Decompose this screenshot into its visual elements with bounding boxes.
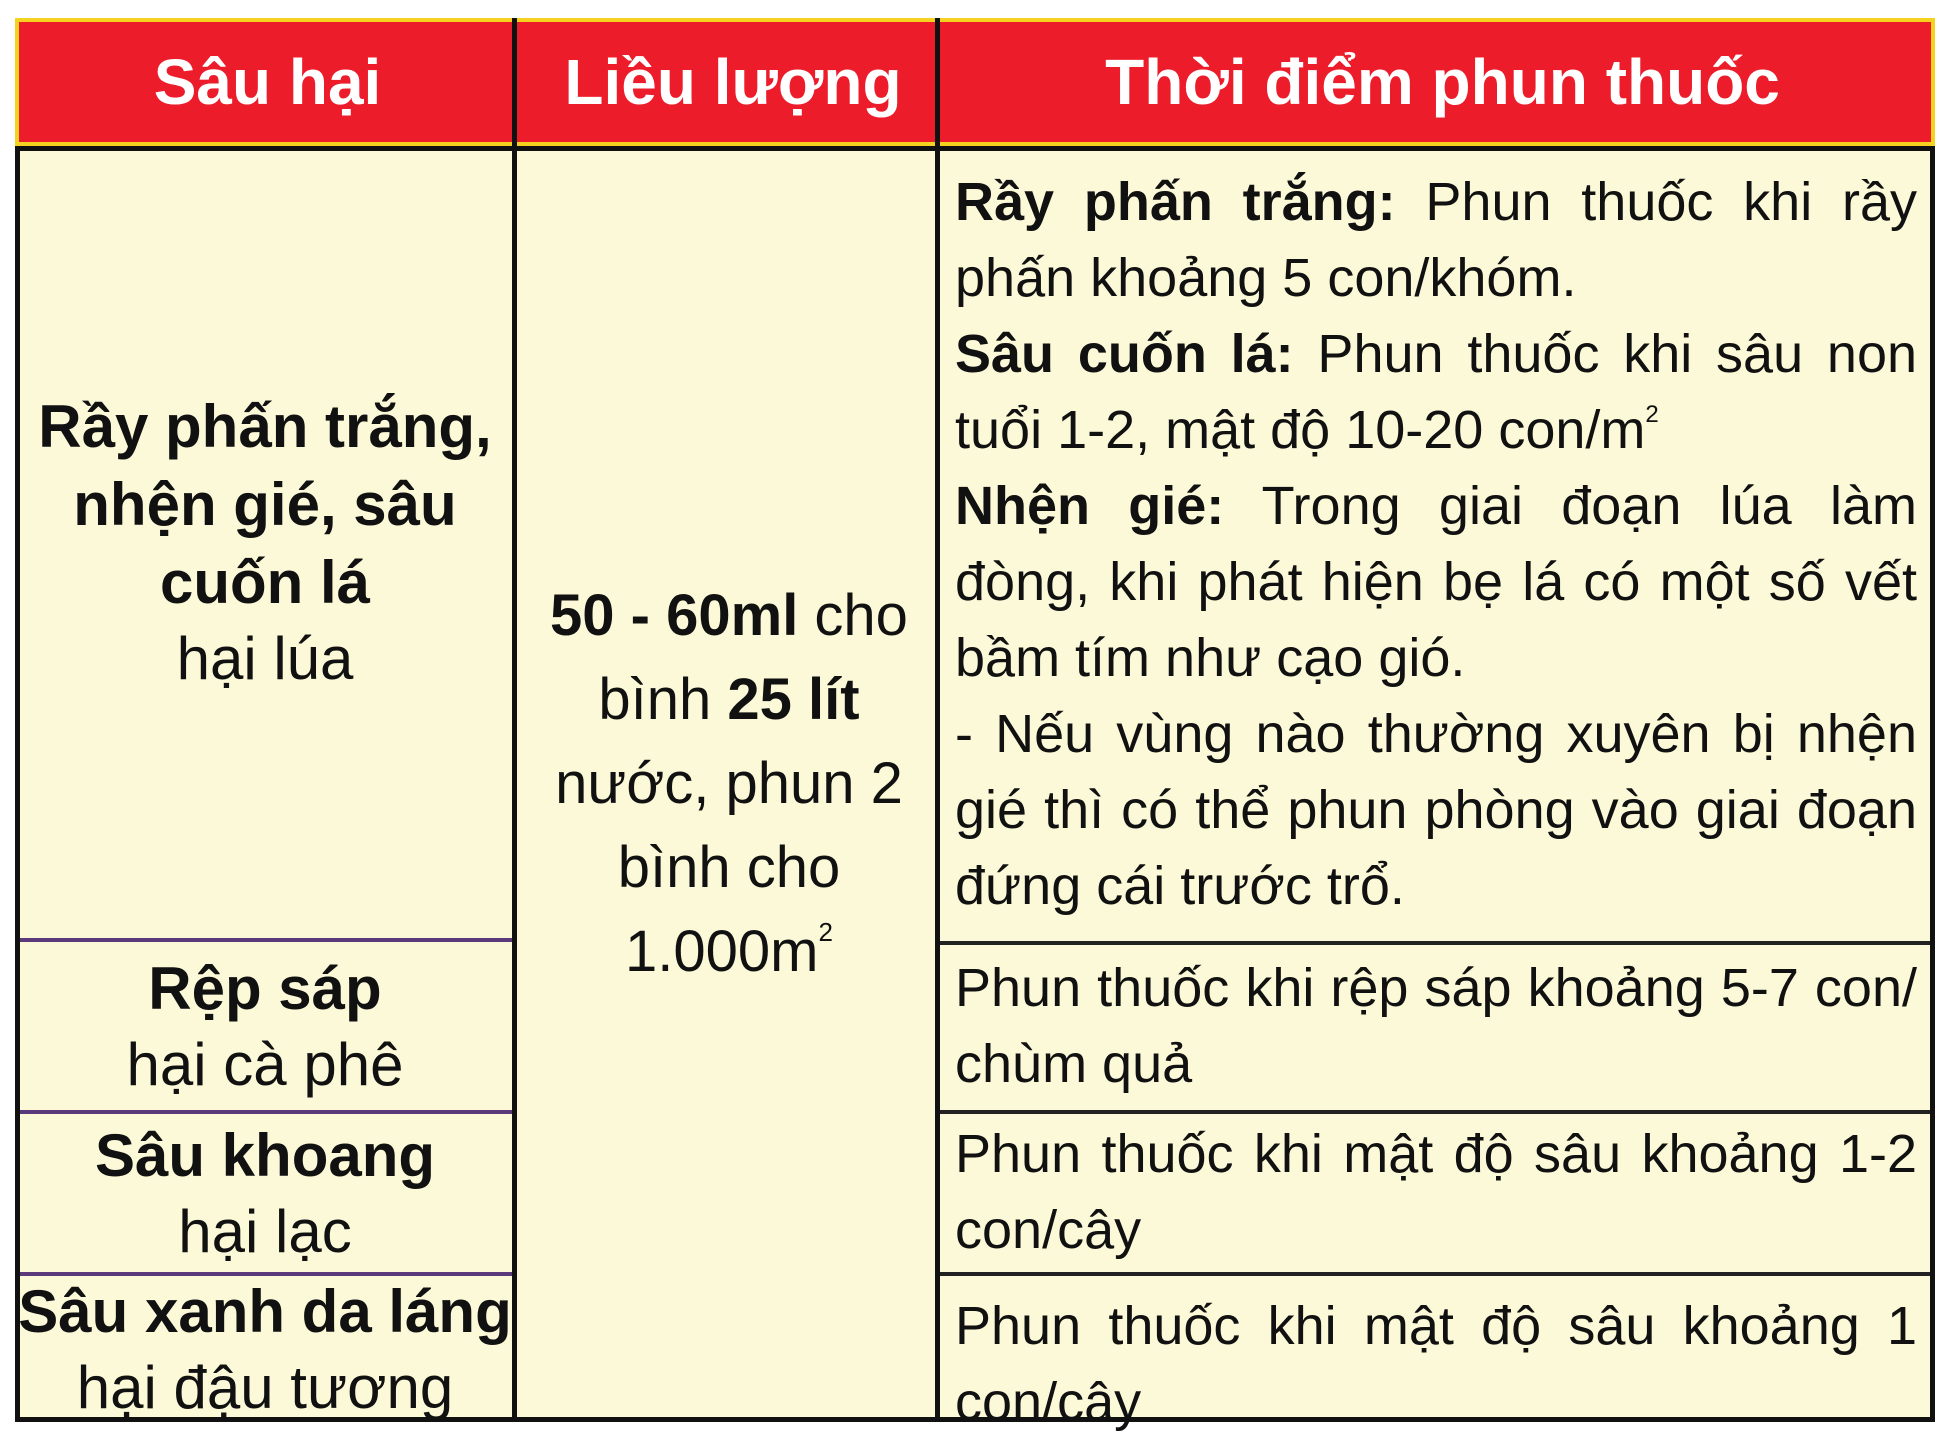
pest-crop: hại đậu tương (76, 1354, 454, 1421)
timing-text: Phun thuốc khi sâu non tuổi 1-2, mật độ 10-20 con/m (955, 324, 1918, 460)
pest-name: Sâu xanh da láng (18, 1278, 512, 1345)
table-border (15, 146, 1935, 1422)
pest-crop: hại lạc (178, 1198, 352, 1265)
dose-volume: 25 lít (727, 667, 860, 732)
density-exponent: 2 (1645, 401, 1659, 428)
timing-text: Phun thuốc khi rầy phấn khoảng 5 con/khóm. (955, 172, 1917, 308)
dose-amount: 50 - 60ml (550, 583, 799, 648)
pest-crop: hại cà phê (126, 1031, 404, 1098)
timing-label: Sâu cuốn lá: (955, 324, 1294, 384)
timing-cell-soy: Phun thuốc khi mật độ sâu khoảng 1 con/cây (955, 1296, 1917, 1432)
pest-crop: hại lúa (176, 625, 354, 692)
header-pest: Sâu hại (153, 46, 382, 118)
table-header (15, 18, 1935, 146)
dose-text-1: cho bình (598, 583, 908, 732)
timing-paragraph: - Nếu vùng nào thường xuyên bị nhện gié thì có thể phun phòng vào giai đoạn đứng cái trước trổ. (955, 704, 1917, 916)
header-dose: Liều lượng (564, 46, 902, 118)
timing-text: Trong giai đoạn lúa làm đòng, khi phát hiện bẹ lá có một số vết bầm tím như cạo gió. (955, 476, 1917, 688)
timing-cell-coffee: Phun thuốc khi rệp sáp khoảng 5-7 con/ chùm quả (955, 958, 1917, 1094)
dose-area-exponent: 2 (818, 917, 833, 947)
pest-name: Rệp sáp (148, 955, 382, 1022)
timing-label: Rầy phấn trắng: (955, 172, 1396, 232)
pest-name: Sâu khoang (94, 1122, 436, 1189)
pesticide-table (15, 18, 1935, 1432)
pest-name: Rầy phấn trắng, nhện gié, sâu cuốn lá (38, 393, 492, 616)
dose-text-2: nước, phun 2 bình cho 1.000m (555, 751, 903, 984)
timing-cell-peanut: Phun thuốc khi mật độ sâu khoảng 1-2 con/cây (955, 1124, 1917, 1260)
header-timing: Thời điểm phun thuốc (1105, 46, 1780, 118)
timing-label: Nhện gié: (955, 476, 1225, 536)
